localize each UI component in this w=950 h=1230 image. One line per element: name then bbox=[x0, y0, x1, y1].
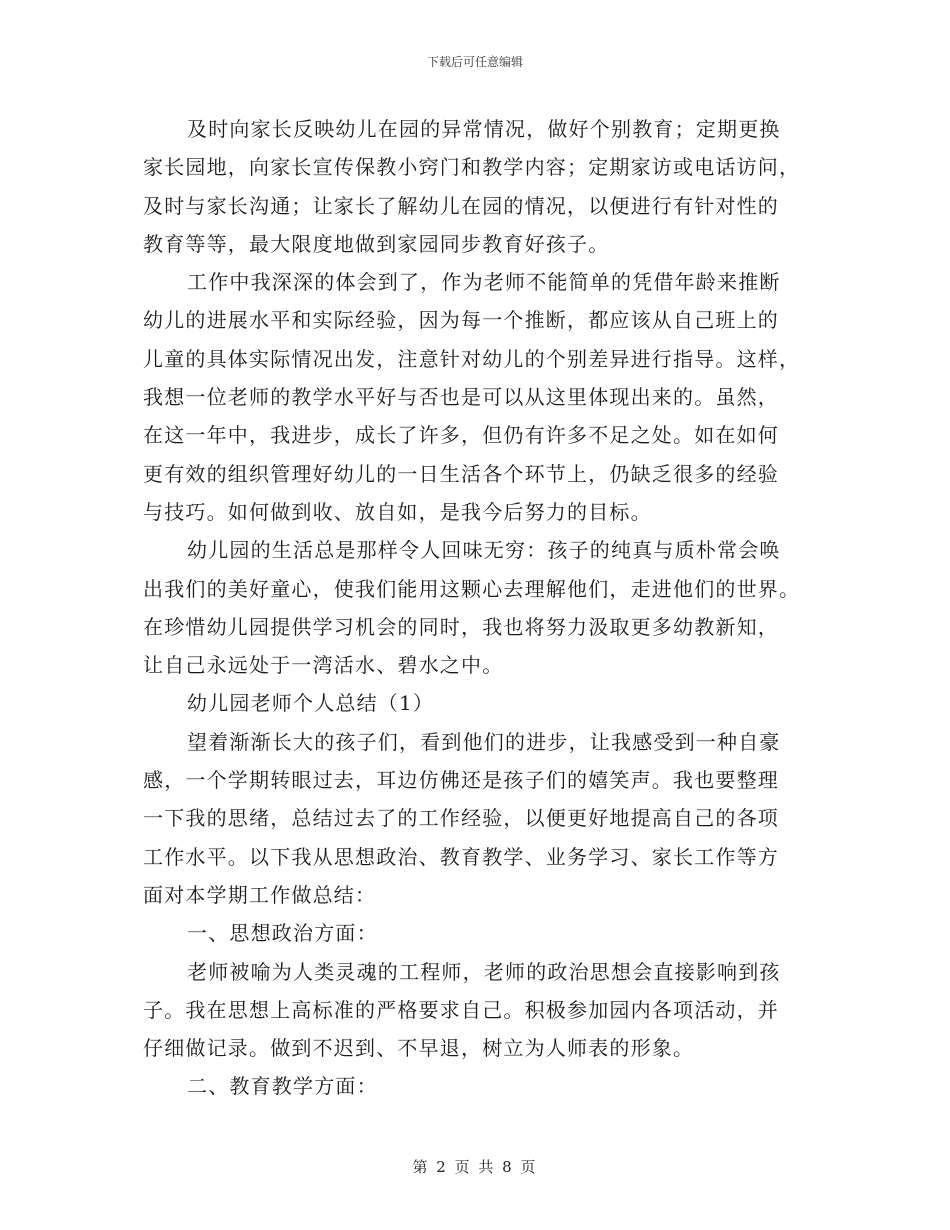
text-line: 教育等等，最大限度地做到家园同步教育好孩子。 bbox=[143, 231, 610, 256]
document-body bbox=[143, 110, 805, 1106]
header-note: 下载后可任意编辑 bbox=[426, 55, 523, 69]
text-line: 及时向家长反映幼儿在园的异常情况，做好个别教育；定期更换 bbox=[187, 117, 781, 141]
text-line: 面对本学期工作做总结： bbox=[143, 882, 377, 907]
text-line: 一下我的思绪，总结过去了的工作经验，以便更好地提高自己的各项 bbox=[143, 806, 779, 831]
text-line: 家长园地，向家长宣传保教小窍门和教学内容；定期家访或电话访问， bbox=[143, 155, 801, 180]
text-line: 望着渐渐长大的孩子们，看到他们的进步，让我感受到一种自豪 bbox=[187, 729, 781, 754]
text-line: 儿童的具体实际情况出发，注意针对幼儿的个别差异进行指导。这样， bbox=[143, 346, 801, 371]
text-line: 感，一个学期转眼过去，耳边仿佛还是孩子们的嬉笑声。我也要整理 bbox=[143, 768, 779, 793]
text-line: 与技巧。如何做到收、放自如，是我今后努力的目标。 bbox=[143, 499, 652, 524]
text-line: 子。我在思想上高标准的严格要求自己。积极参加园内各项活动，并 bbox=[143, 997, 779, 1022]
text-line: 在珍惜幼儿园提供学习机会的同时，我也将努力汲取更多幼教新知， bbox=[143, 614, 779, 639]
text-line: 工作中我深深的体会到了，作为老师不能简单的凭借年龄来推断 bbox=[187, 270, 781, 295]
subsection-heading: 二、教育教学方面： bbox=[187, 1074, 378, 1099]
text-line: 让自己永远处于一湾活水、碧水之中。 bbox=[143, 653, 504, 678]
text-line: 仔细做记录。做到不迟到、不早退，树立为人师表的形象。 bbox=[143, 1036, 695, 1061]
text-line: 及时与家长沟通；让家长了解幼儿在园的情况，以便进行有针对性的 bbox=[143, 193, 779, 218]
text-line: 更有效的组织管理好幼儿的一日生活各个环节上，仍缺乏很多的经验 bbox=[143, 461, 779, 486]
text-line: 出我们的美好童心，使我们能用这颗心去理解他们，走进他们的世界。 bbox=[143, 576, 801, 601]
text-line: 老师被喻为人类灵魂的工程师，老师的政治思想会直接影响到孩 bbox=[187, 959, 781, 984]
text-line: 幼儿的进展水平和实际经验，因为每一个推断，都应该从自己班上的 bbox=[143, 308, 779, 333]
text-line: 工作水平。以下我从思想政治、教育教学、业务学习、家长工作等方 bbox=[143, 844, 779, 869]
section-title: 幼儿园老师个人总结（1） bbox=[187, 691, 435, 716]
subsection-heading: 一、思想政治方面： bbox=[187, 921, 378, 946]
page-indicator: 第 2 页 共 8 页 bbox=[412, 1158, 538, 1176]
text-line: 幼儿园的生活总是那样令人回味无穷：孩子的纯真与质朴常会唤 bbox=[187, 538, 781, 563]
text-line: 在这一年中，我进步，成长了许多，但仍有许多不足之处。如在如何 bbox=[143, 423, 779, 448]
text-line: 我想一位老师的教学水平好与否也是可以从这里体现出来的。虽然， bbox=[143, 385, 779, 410]
